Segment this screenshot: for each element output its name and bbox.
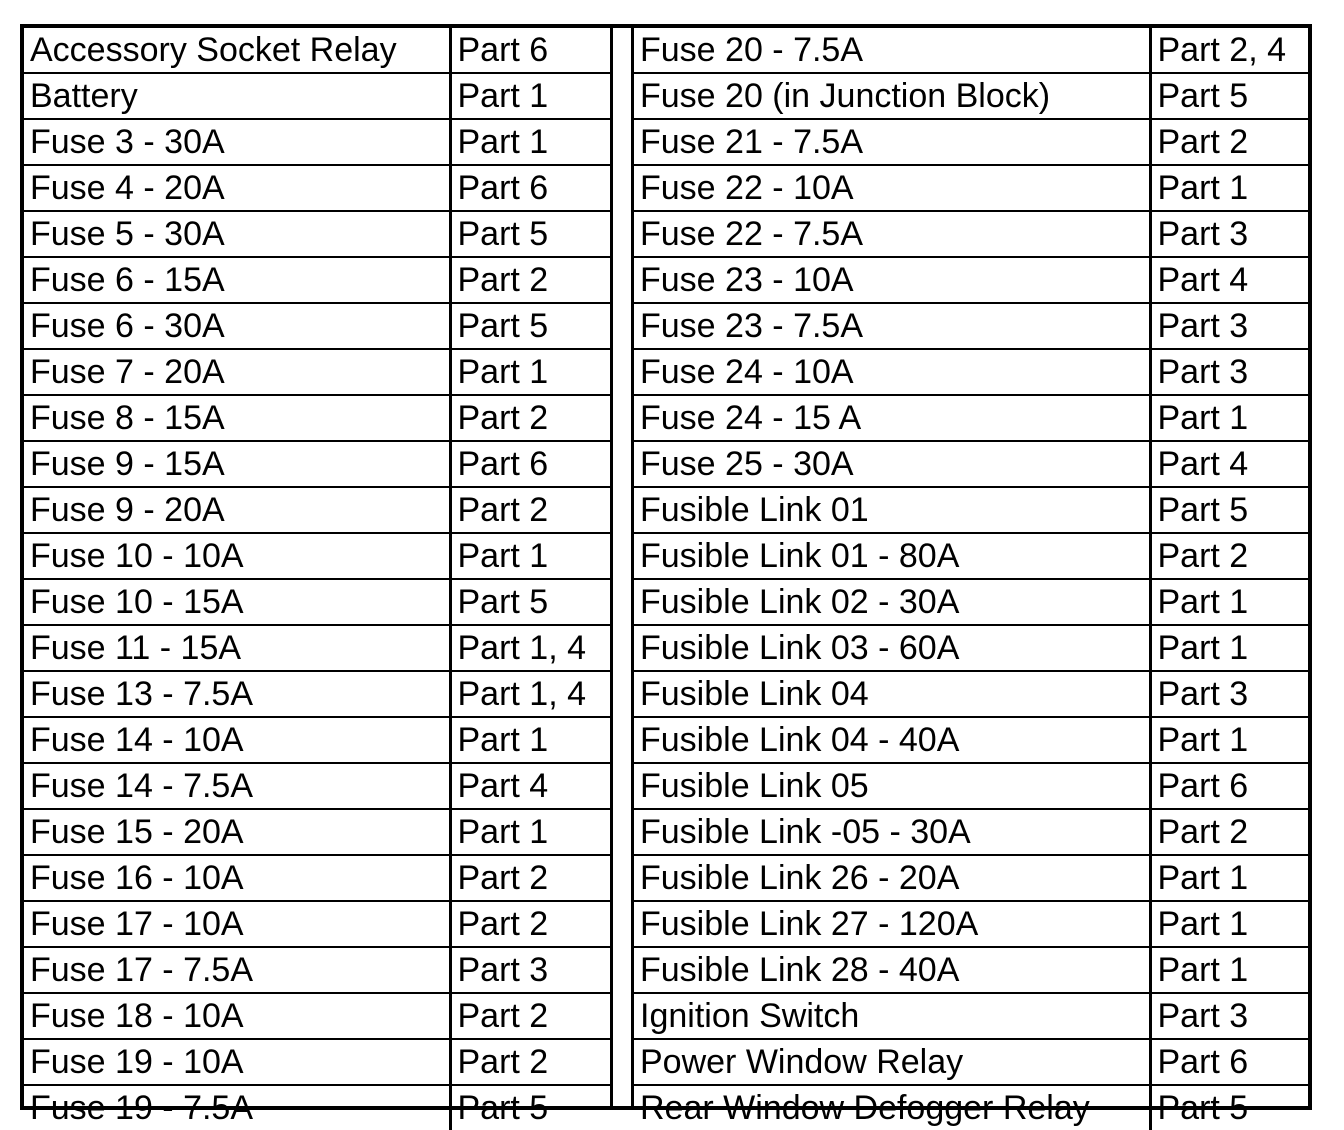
component-name-cell: Fusible Link 04 - 40A <box>634 717 1150 763</box>
part-reference-cell: Part 2 <box>450 1039 610 1085</box>
part-reference-cell: Part 6 <box>1150 1039 1308 1085</box>
table-row <box>24 763 610 809</box>
part-reference-cell: Part 1 <box>1150 947 1308 993</box>
component-name-cell: Fuse 22 - 10A <box>634 165 1150 211</box>
table-row <box>24 487 610 533</box>
table-row <box>24 119 610 165</box>
part-reference-cell: Part 2 <box>450 901 610 947</box>
table-row <box>634 671 1308 717</box>
table-row <box>24 1039 610 1085</box>
part-reference-cell: Part 3 <box>1150 303 1308 349</box>
component-name-cell: Fusible Link 05 <box>634 763 1150 809</box>
table-row <box>634 901 1308 947</box>
component-name-cell: Fuse 7 - 20A <box>24 349 450 395</box>
component-name-cell: Fusible Link -05 - 30A <box>634 809 1150 855</box>
part-reference-cell: Part 1 <box>450 73 610 119</box>
table-row <box>24 809 610 855</box>
right-column-table <box>634 28 1308 1130</box>
part-reference-cell: Part 2 <box>450 487 610 533</box>
component-name-cell: Fuse 13 - 7.5A <box>24 671 450 717</box>
component-name-cell: Accessory Socket Relay <box>24 28 450 73</box>
part-reference-cell: Part 1 <box>450 533 610 579</box>
component-name-cell: Ignition Switch <box>634 993 1150 1039</box>
part-reference-cell: Part 3 <box>1150 211 1308 257</box>
table-row <box>634 395 1308 441</box>
table-row <box>24 579 610 625</box>
component-name-cell: Fuse 24 - 15 A <box>634 395 1150 441</box>
component-name-cell: Fuse 4 - 20A <box>24 165 450 211</box>
component-name-cell: Fuse 17 - 10A <box>24 901 450 947</box>
table-row <box>24 211 610 257</box>
part-reference-cell: Part 5 <box>1157 1089 1249 1127</box>
part-reference-cell: Part 1 <box>1150 901 1308 947</box>
table-row <box>24 947 610 993</box>
table-row <box>24 855 610 901</box>
component-name-cell: Fuse 18 - 10A <box>24 993 450 1039</box>
component-name-cell: Fuse 3 - 30A <box>24 119 450 165</box>
table-row <box>634 487 1308 533</box>
component-index-table <box>20 24 1312 1127</box>
part-reference-cell: Part 5 <box>450 579 610 625</box>
part-reference-cell: Part 1 <box>1150 855 1308 901</box>
part-reference-cell: Part 5 <box>450 211 610 257</box>
table-row <box>634 441 1308 487</box>
table-row <box>634 533 1308 579</box>
table-row <box>24 993 610 1039</box>
table-row <box>24 73 610 119</box>
part-reference-cell: Part 5 <box>457 1089 549 1127</box>
component-name-cell: Fusible Link 01 <box>634 487 1150 533</box>
component-name-cell: Fuse 9 - 20A <box>24 487 450 533</box>
part-reference-cell: Part 6 <box>1150 763 1308 809</box>
part-reference-cell: Part 3 <box>1150 349 1308 395</box>
component-name-cell: Fusible Link 03 - 60A <box>634 625 1150 671</box>
component-name-cell: Fuse 10 - 15A <box>24 579 450 625</box>
table-row <box>634 119 1308 165</box>
part-reference-cell: Part 1 <box>1150 625 1308 671</box>
table-row <box>24 1085 610 1130</box>
component-name-cell: Fuse 17 - 7.5A <box>24 947 450 993</box>
table-row <box>24 671 610 717</box>
part-reference-cell: Part 4 <box>450 763 610 809</box>
component-name-cell: Fuse 14 - 10A <box>24 717 450 763</box>
component-name-cell: Rear Window Defogger Relay <box>634 1085 1150 1130</box>
part-reference-cell: Part 1 <box>450 809 610 855</box>
part-reference-cell: Part 1, 4 <box>450 625 610 671</box>
component-name-cell: Fuse 19 - 10A <box>24 1039 450 1085</box>
part-reference-cell: Part 1, 4 <box>450 671 610 717</box>
component-name-cell: Fuse 6 - 15A <box>24 257 450 303</box>
part-reference-cell: Part 1 <box>450 717 610 763</box>
part-reference-cell: Part 2, 4 <box>1150 28 1308 73</box>
part-reference-cell: Part 3 <box>1150 671 1308 717</box>
table-row <box>634 947 1308 993</box>
component-name-cell: Fuse 11 - 15A <box>24 625 450 671</box>
component-name-cell: Fusible Link 28 - 40A <box>634 947 1150 993</box>
part-reference-cell: Part 1 <box>450 349 610 395</box>
part-reference-cell: Part 2 <box>1150 809 1308 855</box>
component-name-cell: Fuse 20 (in Junction Block) <box>634 73 1150 119</box>
part-reference-cell: Part 1 <box>1150 395 1308 441</box>
table-row <box>24 533 610 579</box>
part-reference-cell: Part 2 <box>450 993 610 1039</box>
component-name-cell: Battery <box>24 73 450 119</box>
part-reference-cell: Part 3 <box>450 947 610 993</box>
table-row <box>24 257 610 303</box>
component-name-cell: Fusible Link 04 <box>634 671 1150 717</box>
component-name-cell: Fuse 10 - 10A <box>24 533 450 579</box>
table-row <box>634 809 1308 855</box>
table-row <box>634 349 1308 395</box>
table-row <box>634 1039 1308 1085</box>
part-reference-cell: Part 1 <box>450 119 610 165</box>
component-name-cell: Fuse 23 - 10A <box>634 257 1150 303</box>
component-name-cell: Fusible Link 26 - 20A <box>634 855 1150 901</box>
table-row <box>24 303 610 349</box>
table-row <box>24 395 610 441</box>
part-reference-cell: Part 3 <box>1150 993 1308 1039</box>
table-row <box>634 73 1308 119</box>
component-name-cell: Fuse 20 - 7.5A <box>634 28 1150 73</box>
table-row <box>24 717 610 763</box>
table-row <box>24 349 610 395</box>
table-row <box>24 901 610 947</box>
table-row <box>634 28 1308 73</box>
part-reference-cell: Part 1 <box>1150 165 1308 211</box>
component-name-cell: Fusible Link 02 - 30A <box>634 579 1150 625</box>
component-name-cell: Fuse 15 - 20A <box>24 809 450 855</box>
component-name-cell: Fuse 22 - 7.5A <box>634 211 1150 257</box>
part-reference-cell: Part 5 <box>1150 73 1308 119</box>
part-reference-cell: Part 6 <box>450 441 610 487</box>
table-row <box>634 717 1308 763</box>
component-name-cell: Fuse 23 - 7.5A <box>634 303 1150 349</box>
table-row <box>634 625 1308 671</box>
part-reference-cell: Part 2 <box>450 395 610 441</box>
component-name-cell: Power Window Relay <box>634 1039 1150 1085</box>
component-name-cell: Fuse 14 - 7.5A <box>24 763 450 809</box>
component-name-cell: Fuse 19 - 7.5A <box>24 1085 450 1130</box>
left-column-body <box>24 28 610 1130</box>
part-reference-cell: Part 4 <box>1150 257 1308 303</box>
table-row <box>634 579 1308 625</box>
component-name-cell: Fuse 16 - 10A <box>24 855 450 901</box>
table-row <box>634 763 1308 809</box>
table-row <box>634 303 1308 349</box>
table-row <box>634 211 1308 257</box>
column-divider <box>610 28 634 1106</box>
component-name-cell: Fuse 24 - 10A <box>634 349 1150 395</box>
part-reference-cell: Part 1 <box>1150 717 1308 763</box>
table-row <box>634 165 1308 211</box>
part-reference-cell: Part 6 <box>450 165 610 211</box>
component-name-cell: Fuse 6 - 30A <box>24 303 450 349</box>
table-row <box>634 257 1308 303</box>
component-name-cell: Fuse 25 - 30A <box>634 441 1150 487</box>
part-reference-cell: Part 5 <box>450 303 610 349</box>
left-column-table <box>24 28 610 1130</box>
part-reference-cell: Part 2 <box>1150 533 1308 579</box>
component-name-cell: Fuse 21 - 7.5A <box>634 119 1150 165</box>
table-row <box>24 28 610 73</box>
component-name-cell: Fusible Link 01 - 80A <box>634 533 1150 579</box>
part-reference-cell: Part 2 <box>1150 119 1308 165</box>
component-name-cell: Fuse 8 - 15A <box>24 395 450 441</box>
part-reference-cell: Part 1 <box>1150 579 1308 625</box>
part-reference-cell: Part 4 <box>1150 441 1308 487</box>
table-row <box>634 993 1308 1039</box>
part-reference-cell: Part 5 <box>1150 487 1308 533</box>
table-row <box>634 855 1308 901</box>
component-name-cell: Fusible Link 27 - 120A <box>634 901 1150 947</box>
part-reference-cell: Part 2 <box>450 855 610 901</box>
part-reference-cell: Part 2 <box>450 257 610 303</box>
component-name-cell: Fuse 5 - 30A <box>24 211 450 257</box>
table-row <box>634 1085 1308 1130</box>
table-row <box>24 165 610 211</box>
component-name-cell: Fuse 9 - 15A <box>24 441 450 487</box>
table-row <box>24 625 610 671</box>
table-row <box>24 441 610 487</box>
part-reference-cell: Part 6 <box>450 28 610 73</box>
right-column-body <box>634 28 1308 1130</box>
